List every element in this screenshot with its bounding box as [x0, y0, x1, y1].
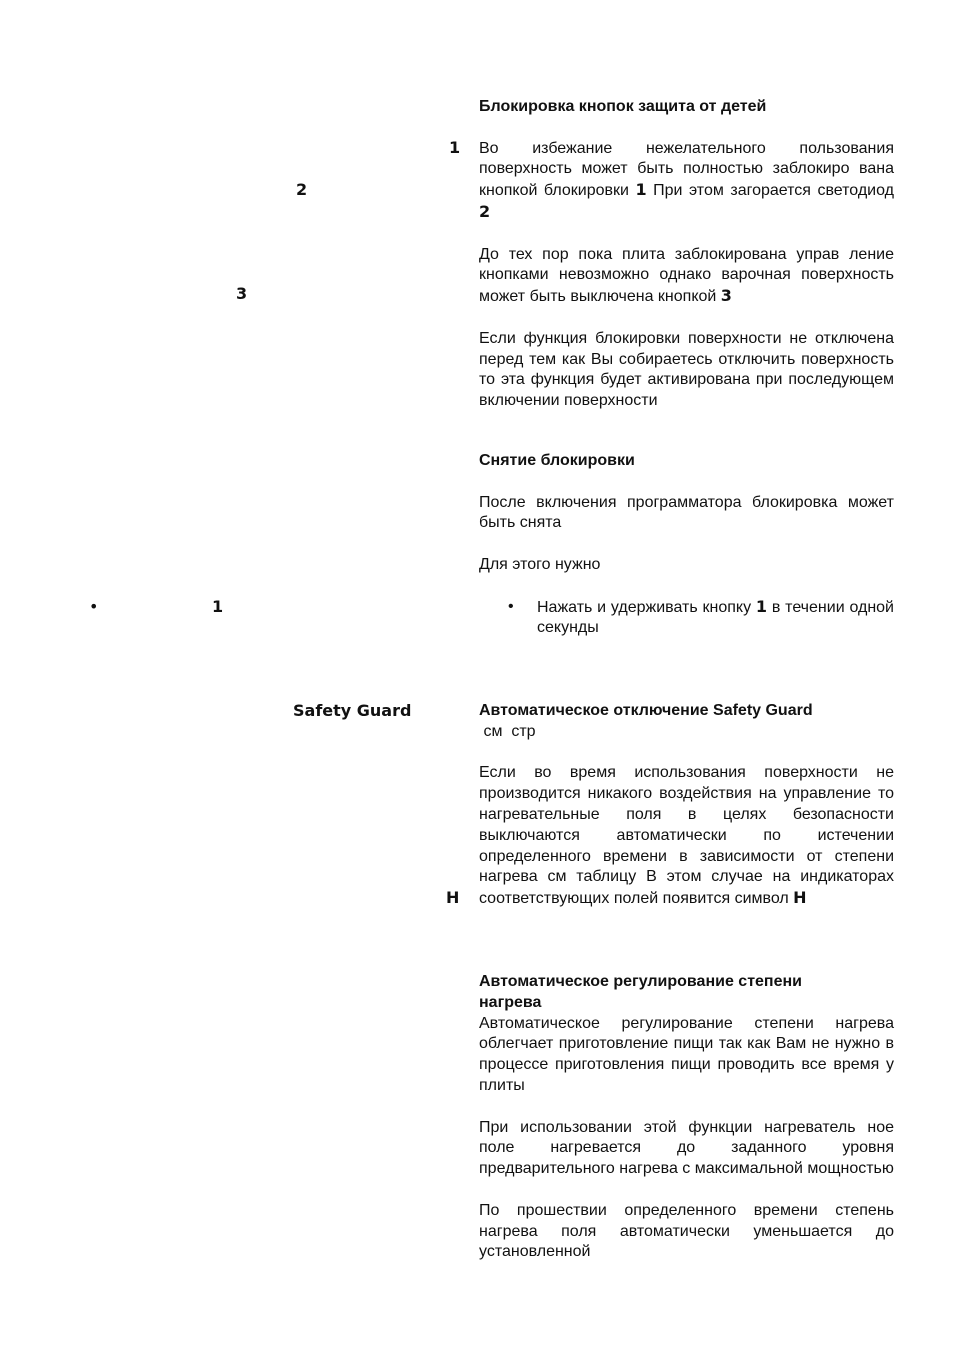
marker-led-2: 2: [296, 180, 308, 199]
unlock-heading: Снятие блокировки: [479, 452, 635, 469]
unlock-bullet-item: • Нажать и удерживать кнопку 1 в течении одной секунды: [508, 596, 894, 637]
lock-paragraph-3: Если функция блокировки поверхности не отключена перед тем как Вы собираетесь отключить поверхность то эта функция будет активирована при последующем включении поверхности: [479, 329, 894, 410]
h-symbol: H: [793, 888, 807, 908]
safety-guard-subtitle: см стр: [479, 722, 536, 740]
bullet-symbol: •: [508, 597, 514, 615]
marker-unlock-button-1: 1: [212, 597, 224, 616]
auto-heat-paragraph-2: При использовании этой функции нагреватель ное поле нагревается до заданного уровня предварительного нагрева с максимальной мощностью: [479, 1118, 894, 1178]
auto-heat-paragraph-3: По прошествии определенного времени степень нагрева поля автоматически уменьшается до установленной: [479, 1201, 894, 1261]
lock-heading: Блокировка кнопок защита от детей: [479, 98, 767, 115]
marker-safety-guard: Safety Guard: [293, 701, 412, 720]
marker-bullet: •: [89, 597, 99, 616]
lock-paragraph-2: До тех пор пока плита заблокирована управ ление кнопками невозможно однако варочная поверхность может быть выключена кнопкой 3: [479, 245, 894, 306]
unlock-paragraph-1: После включения программатора блокировка может быть снята: [479, 493, 894, 532]
auto-heat-paragraph-1: Автоматическое регулирование степени нагрева облегчает приготовление пищи так как Вам не нужно в процессе приготовления пищи проводить все время у плиты: [479, 1014, 894, 1094]
marker-h-symbol: H: [446, 888, 460, 907]
unlock-paragraph-2: Для этого нужно: [479, 555, 601, 573]
auto-heat-section: [479, 972, 894, 1263]
unlock-section: [479, 451, 894, 639]
auto-heat-heading: Автоматическое регулирование степени нагрева: [479, 973, 802, 1011]
marker-lock-button-1: 1: [449, 138, 461, 157]
marker-off-button-3: 3: [236, 284, 248, 303]
safety-guard-paragraph: Если во время использования поверхности не производится никакого воздействия на управление то нагревательные поля в целях безопасности выключаются автоматически по истечении определенного времени в зависимости от степени нагрева см таблицу В этом случае на индикаторах соответствующих полей появится символ H: [479, 764, 894, 908]
lock-paragraph-1: Во избежание нежелательного пользования поверхность может быть полностью заблокиро вана кнопкой блокировки 1 При этом загорается светодиод 2: [479, 139, 895, 221]
safety-guard-heading: Автоматическое отключение Safety Guard: [479, 702, 813, 719]
lock-section: [479, 97, 894, 412]
safety-guard-section: [479, 701, 894, 910]
